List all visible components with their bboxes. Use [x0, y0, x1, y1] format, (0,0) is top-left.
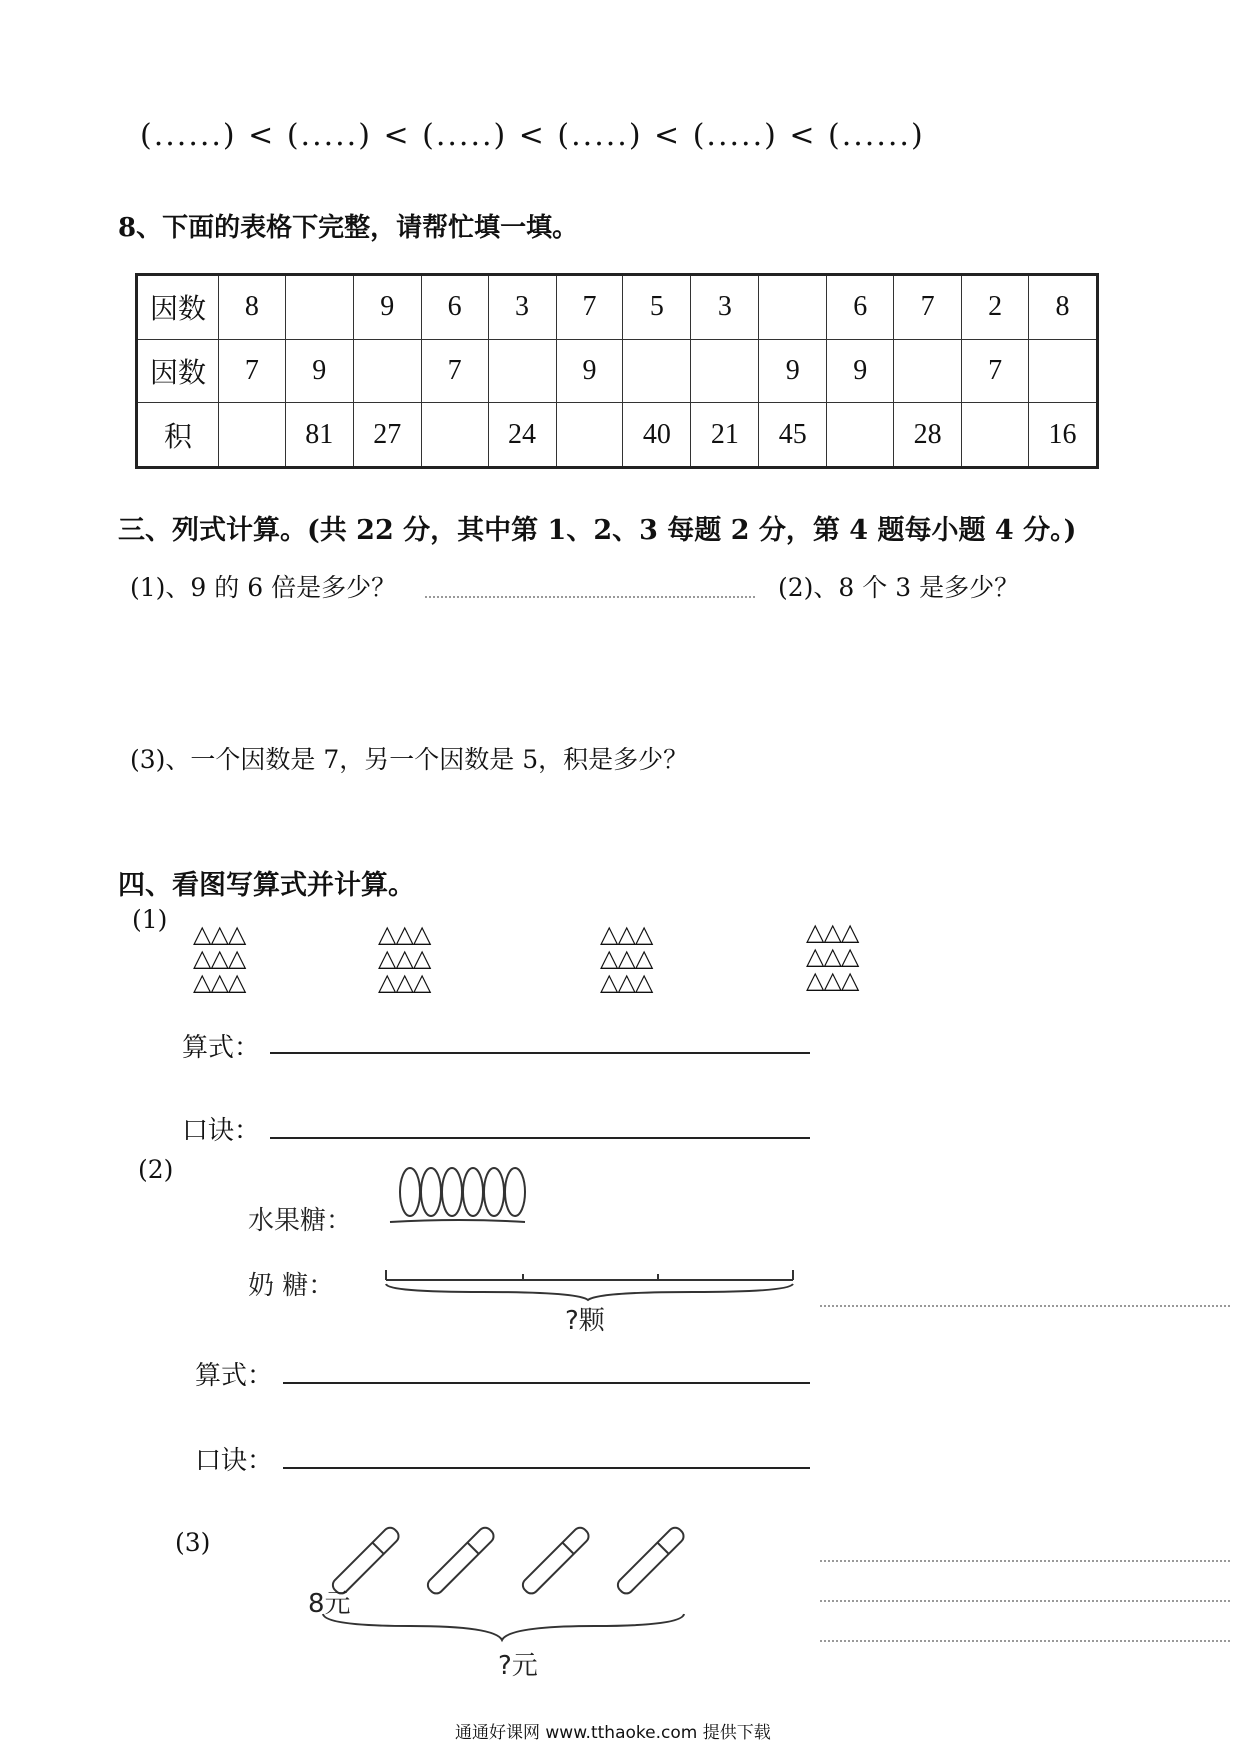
triangle-row: △△△ — [806, 918, 859, 946]
milk-candy-bar — [383, 1262, 803, 1302]
milk-candy-label: 奶 糖： — [248, 1271, 335, 1301]
table-cell: 9 — [827, 339, 894, 402]
table-cell: 7 — [421, 339, 488, 402]
triangle-row: △△△ — [193, 968, 246, 996]
table-cell: 28 — [894, 403, 962, 468]
table-row-label: 积 — [137, 403, 219, 468]
fruit-candy-label: 水果糖： — [248, 1206, 353, 1236]
part-1-label: (1) — [132, 905, 168, 934]
triangle-row: △△△ — [600, 944, 653, 972]
table-cell — [623, 339, 691, 402]
table-cell: 21 — [691, 403, 759, 468]
dotted-guide — [820, 1600, 1230, 1602]
footer-text: 通通好课网 www.tthaoke.com 提供下载 — [455, 1723, 771, 1743]
part-3-label: (3) — [175, 1528, 211, 1557]
candy-question: ?颗 — [565, 1306, 605, 1336]
dotted-guide — [820, 1640, 1230, 1642]
table-cell — [1029, 339, 1098, 402]
table-cell — [691, 339, 759, 402]
triangle-row: △△△ — [806, 942, 859, 970]
rhyme-label-1: 口诀： — [182, 1116, 261, 1146]
table-cell: 6 — [421, 275, 488, 340]
table-cell: 9 — [759, 339, 827, 402]
triangle-row: △△△ — [193, 920, 246, 948]
triangle-row: △△△ — [806, 966, 859, 994]
triangle-row: △△△ — [600, 968, 653, 996]
question-8-heading: 8、下面的表格下完整，请帮忙填一填。 — [118, 213, 579, 243]
triangle-row: △△△ — [378, 944, 431, 972]
triangle-row: △△△ — [193, 944, 246, 972]
triangle-row: △△△ — [378, 968, 431, 996]
table-cell — [218, 403, 285, 468]
formula-answer-line-1[interactable] — [270, 1052, 810, 1054]
formula-answer-line-2[interactable] — [283, 1382, 810, 1384]
part-2-label: (2) — [138, 1155, 174, 1184]
table-cell: 2 — [962, 275, 1029, 340]
table-cell — [421, 403, 488, 468]
table-cell: 9 — [285, 339, 353, 402]
question-3-1: (1)、9 的 6 倍是多少？ — [130, 573, 397, 602]
pen-price-label: 8元 — [308, 1589, 351, 1619]
table-cell: 27 — [353, 403, 421, 468]
table-cell: 7 — [894, 275, 962, 340]
factor-table — [135, 273, 1099, 469]
table-row — [137, 339, 1098, 402]
pens-total-brace — [320, 1610, 690, 1650]
order-blanks-row: (......) < (.....) < (.....) < (.....) < (.....) < (......) — [140, 118, 925, 153]
table-cell: 7 — [556, 275, 623, 340]
table-cell — [759, 275, 827, 340]
section-3-heading: 三、列式计算。(共 22 分，其中第 1、2、3 每题 2 分，第 4 题每小题 4 分。) — [118, 515, 1077, 546]
table-row — [137, 403, 1098, 468]
dotted-guide — [820, 1560, 1230, 1562]
rhyme-label-2: 口诀： — [195, 1446, 274, 1476]
triangle-group — [193, 922, 245, 994]
table-cell: 7 — [218, 339, 285, 402]
table-row — [137, 275, 1098, 340]
pens-total-question: ?元 — [498, 1651, 538, 1681]
table-cell: 9 — [556, 339, 623, 402]
formula-label-1: 算式： — [182, 1033, 261, 1063]
table-cell: 40 — [623, 403, 691, 468]
table-cell — [962, 403, 1029, 468]
triangle-group — [600, 922, 652, 994]
table-cell: 81 — [285, 403, 353, 468]
table-row-label: 因数 — [137, 339, 219, 402]
question-3-3: (3)、一个因数是 7，另一个因数是 5，积是多少？ — [130, 745, 689, 774]
table-cell: 3 — [691, 275, 759, 340]
table-cell: 8 — [1029, 275, 1098, 340]
table-cell: 3 — [488, 275, 556, 340]
table-cell — [488, 339, 556, 402]
table-cell: 9 — [353, 275, 421, 340]
fruit-candy-image — [385, 1160, 535, 1230]
table-cell — [894, 339, 962, 402]
table-cell — [827, 403, 894, 468]
table-cell: 24 — [488, 403, 556, 468]
triangle-group — [378, 922, 430, 994]
table-cell: 16 — [1029, 403, 1098, 468]
table-cell: 5 — [623, 275, 691, 340]
pens-image — [320, 1505, 700, 1595]
section-4-heading: 四、看图写算式并计算。 — [118, 870, 415, 901]
question-3-2: (2)、8 个 3 是多少？ — [778, 573, 1020, 602]
dotted-guide — [425, 596, 755, 598]
triangle-row: △△△ — [378, 920, 431, 948]
table-cell — [556, 403, 623, 468]
table-cell — [353, 339, 421, 402]
table-cell: 45 — [759, 403, 827, 468]
table-cell: 8 — [218, 275, 285, 340]
rhyme-answer-line-2[interactable] — [283, 1467, 810, 1469]
formula-label-2: 算式： — [195, 1361, 274, 1391]
dotted-guide — [820, 1305, 1230, 1307]
table-cell: 6 — [827, 275, 894, 340]
table-cell — [285, 275, 353, 340]
triangle-group — [806, 920, 858, 992]
table-row-label: 因数 — [137, 275, 219, 340]
rhyme-answer-line-1[interactable] — [270, 1137, 810, 1139]
triangle-row: △△△ — [600, 920, 653, 948]
table-cell: 7 — [962, 339, 1029, 402]
